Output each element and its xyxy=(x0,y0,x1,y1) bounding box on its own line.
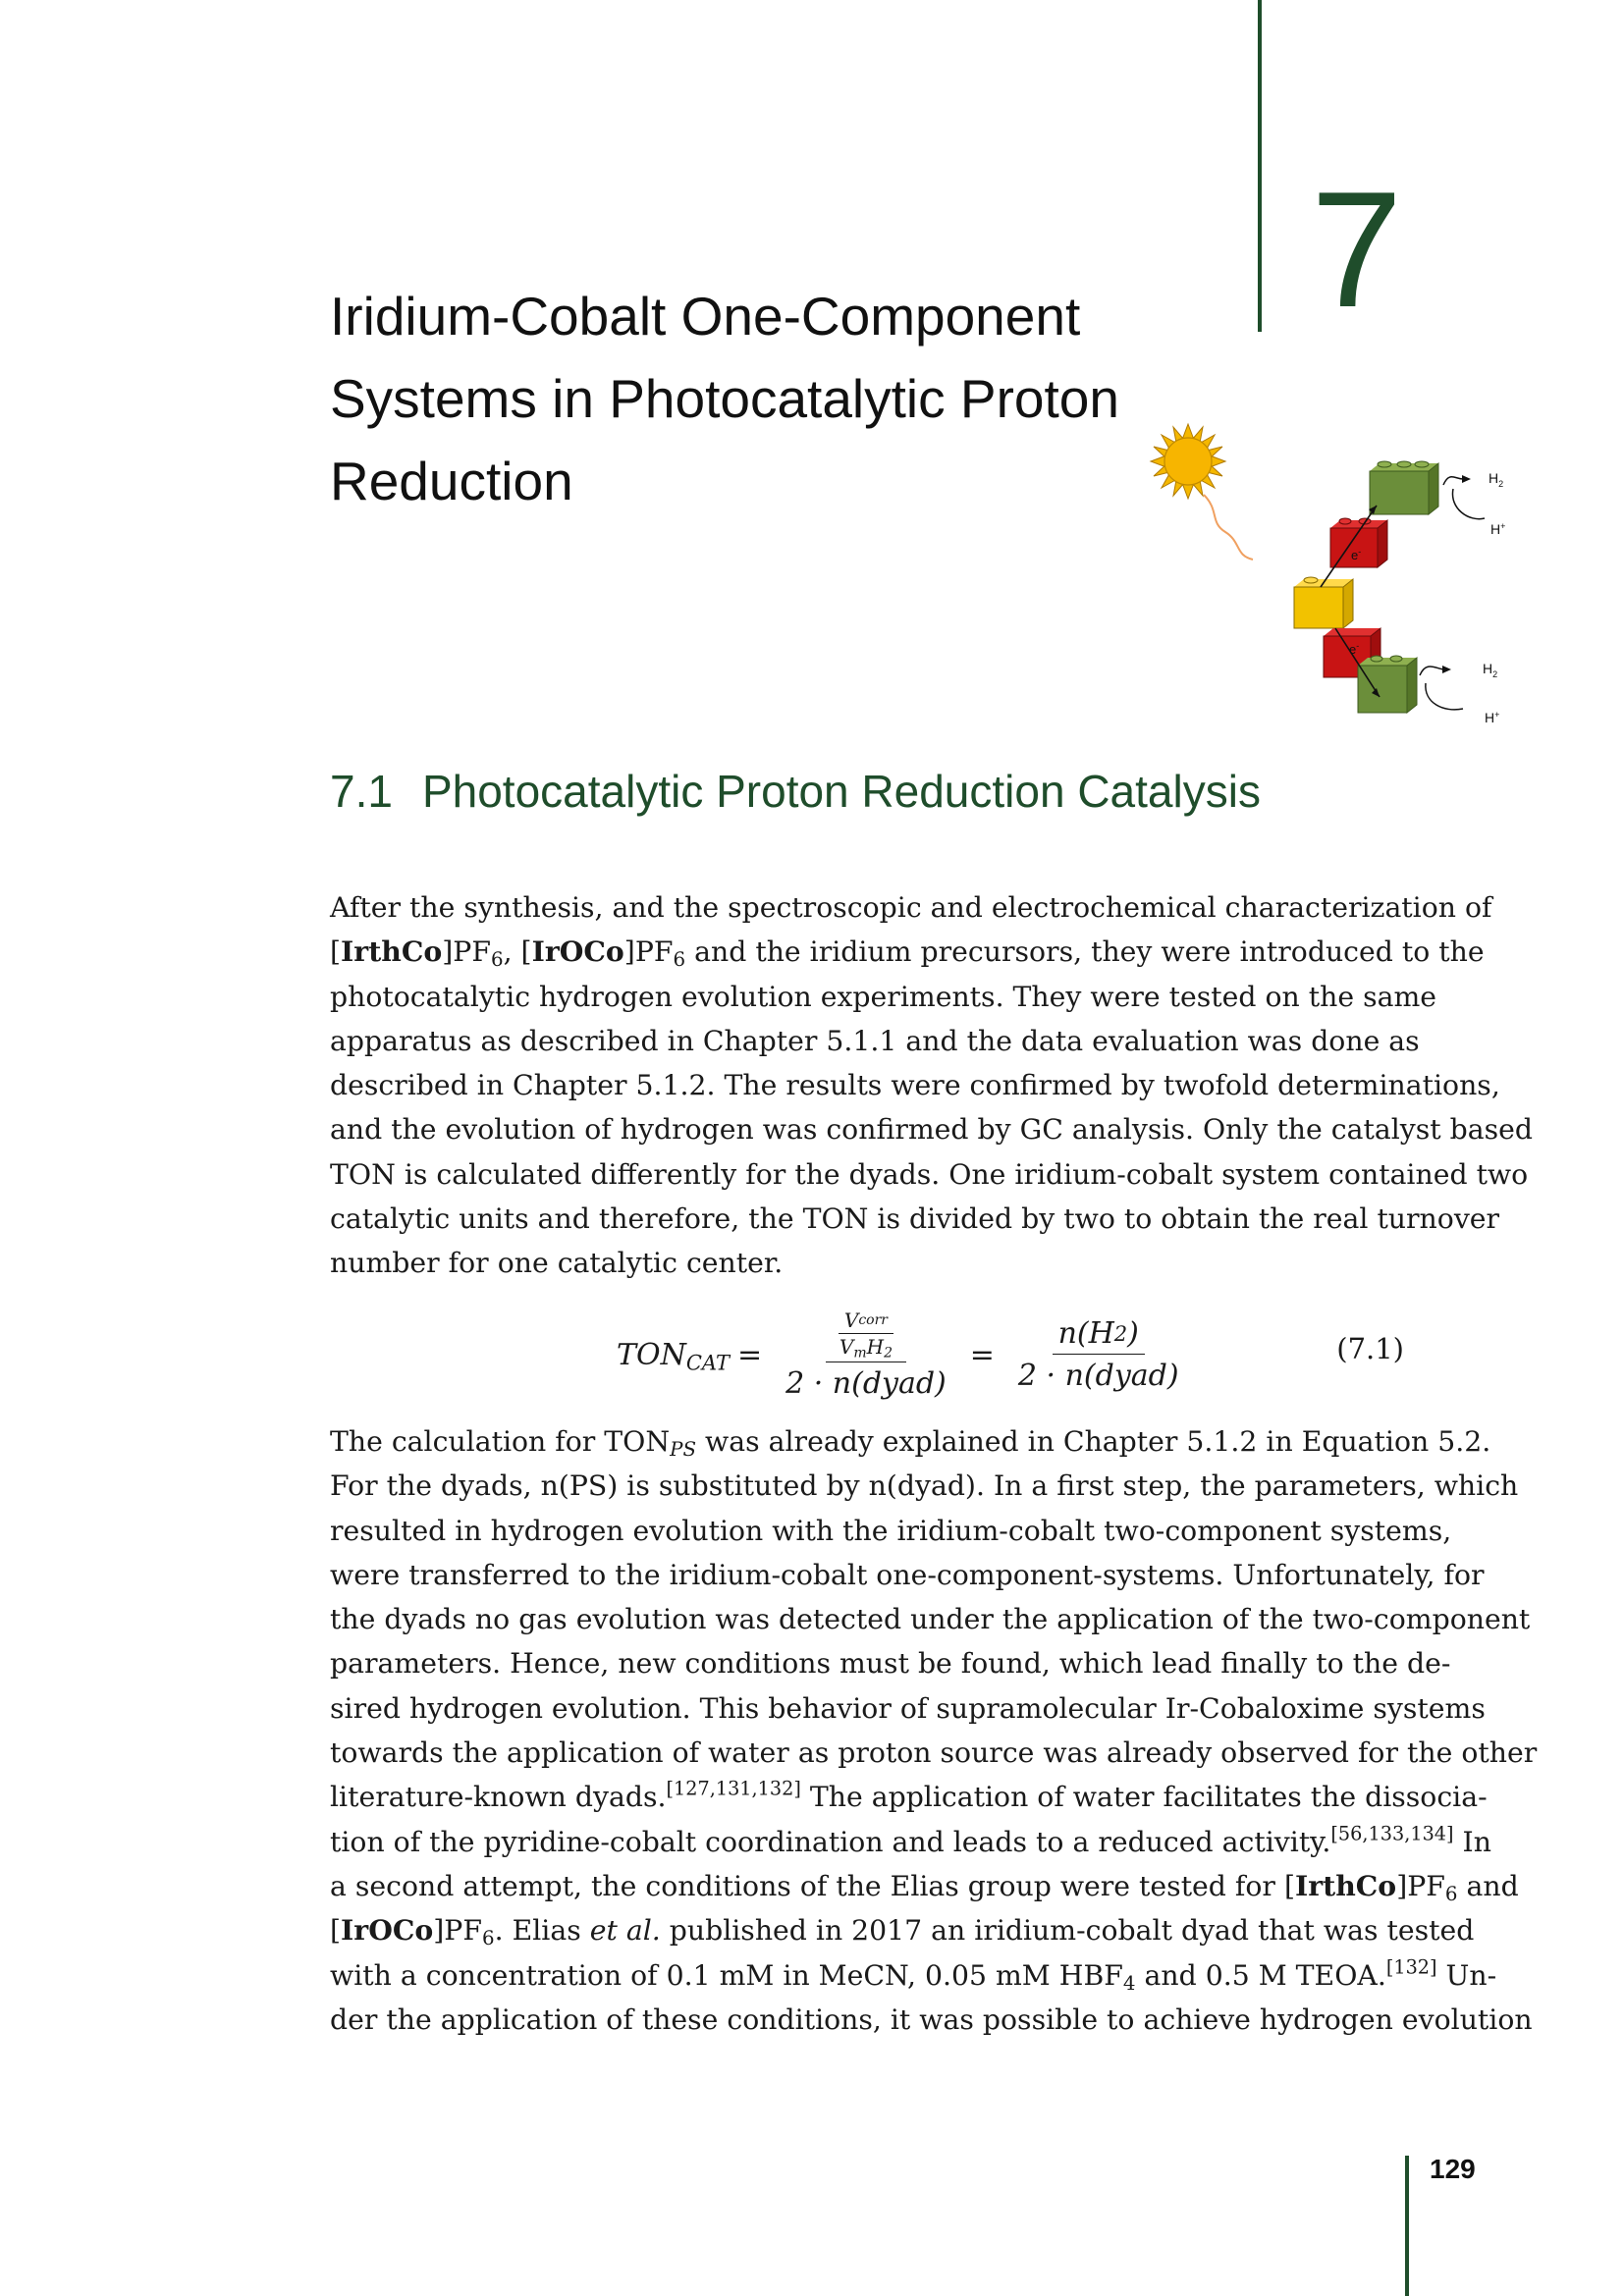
text-line: apparatus as described in Chapter 5.1.1 and the data evaluation was done as xyxy=(330,1024,1420,1057)
text-line: TON is calculated differently for the dyads. One iridium-cobalt system contained two xyxy=(330,1157,1529,1191)
citation: [56,133,134] xyxy=(1330,1822,1454,1845)
text-line: were transferred to the iridium-cobalt one-component-systems. Unfortunately, for xyxy=(330,1558,1485,1591)
page-number: 129 xyxy=(1430,2154,1476,2184)
h-plus-label: H+ xyxy=(1490,521,1506,537)
text-line: with a concentration of 0.1 mM in MeCN, 0.05 mM $HBF_4$ and 0.5 M TEOA.[132] Un- xyxy=(330,1955,1497,1995)
green-brick-top xyxy=(1370,461,1438,514)
chapter-title-line: Iridium-Cobalt One-Component xyxy=(330,286,1081,347)
text-line: number for one catalytic center. xyxy=(330,1247,784,1280)
text-line: sired hydrogen evolution. This behavior of supramolecular Ir-Cobaloxime systems xyxy=(330,1691,1486,1725)
paragraph-1 xyxy=(330,885,1534,1286)
text-line: catalytic units and therefore, the TON is divided by two to obtain the real turnover xyxy=(330,1202,1500,1236)
green-brick-bottom xyxy=(1358,656,1417,713)
yellow-brick xyxy=(1294,577,1353,628)
h2-label: $H_2$ xyxy=(1489,470,1504,489)
text-line: described in Chapter 5.1.2. The results were confirmed by twofold determinations, xyxy=(330,1069,1500,1102)
citation: [127,131,132] xyxy=(666,1777,801,1800)
sun-icon xyxy=(1151,424,1225,499)
light-path xyxy=(1204,495,1253,560)
text-line: the dyads no gas evolution was detected under the application of the two-component xyxy=(330,1603,1531,1636)
electron-label: e- xyxy=(1351,547,1362,562)
section-number: 7.1 xyxy=(330,766,393,817)
text-line: $[IrthCo]PF_6$, $[IrOCo]PF_6$ and the iridium precursors, they were introduced to the xyxy=(330,934,1485,972)
text-line: photocatalytic hydrogen evolution experiments. They were tested on the same xyxy=(330,980,1437,1013)
text-line: der the application of these conditions, it was possible to achieve hydrogen evolution xyxy=(330,2002,1533,2036)
text-line: tion of the pyridine-cobalt coordination and leads to a reduced activity.[56,133,134] In xyxy=(330,1822,1491,1858)
chapter-number: 7 xyxy=(1311,157,1403,342)
equation-number: (7.1) xyxy=(1336,1332,1404,1365)
fraction-1: V corr $V_mH_2$ 2 · n(dyad) xyxy=(785,1308,947,1401)
chapter-title-line: Reduction xyxy=(330,451,573,511)
paragraph-2 xyxy=(330,1419,1538,2042)
citation: [132] xyxy=(1385,1955,1437,1979)
text-line: resulted in hydrogen evolution with the iridium-cobalt two-component systems, xyxy=(330,1514,1452,1547)
electron-label-text: e xyxy=(1351,548,1359,562)
h-plus-label: H+ xyxy=(1485,710,1500,725)
compound-irthco: IrthCo xyxy=(341,934,443,969)
fraction-2: n(H 2 ) 2 · n(dyad) xyxy=(1017,1316,1179,1393)
equation-7-1 xyxy=(330,1301,1404,1409)
eq-lhs: $TON_{CAT}$ xyxy=(617,1337,730,1374)
section-title: Photocatalytic Proton Reduction Catalysis xyxy=(421,766,1261,817)
lego-photocatalysis-illustration xyxy=(1119,412,1512,746)
text-line: After the synthesis, and the spectroscopic and electrochemical characterization of xyxy=(330,891,1492,924)
equation-body: $TON_{CAT}$ = V corr $V_mH_2$ 2 · n(dyad) = n(H 2 ) 2 · n(dyad) xyxy=(617,1301,1195,1409)
page-rule xyxy=(1405,2156,1409,2296)
section-heading xyxy=(330,764,1261,819)
h2-label: $H_2$ xyxy=(1483,661,1498,679)
compound-irOCo: IrOCo xyxy=(531,934,624,969)
text-line: parameters. Hence, new conditions must be found, which lead finally to the de- xyxy=(330,1647,1451,1681)
text-line: a second attempt, the conditions of the Elias group were tested for $[IrthCo]PF_6$ and xyxy=(330,1868,1519,1905)
chapter-rule xyxy=(1258,0,1262,332)
text-line: towards the application of water as proton source was already observed for the other xyxy=(330,1736,1538,1770)
text-line: $[IrOCo]PF_6$. Elias et al. published in 2017 an iridium-cobalt dyad that was tested xyxy=(330,1913,1475,1950)
text-line: literature-known dyads.[127,131,132] The application of water facilitates the dissocia- xyxy=(330,1777,1488,1814)
electron-label: e- xyxy=(1349,641,1360,657)
chapter-title-line: Systems in Photocatalytic Proton xyxy=(330,368,1119,429)
text-line: The calculation for $TON_{PS}$ was already explained in Chapter 5.1.2 in Equation 5.2. xyxy=(330,1425,1491,1461)
chapter-title xyxy=(330,275,1214,522)
text-line: and the evolution of hydrogen was confirmed by GC analysis. Only the catalyst based xyxy=(330,1113,1534,1147)
text-line: For the dyads, n(PS) is substituted by n(dyad). In a first step, the parameters, which xyxy=(330,1469,1519,1503)
